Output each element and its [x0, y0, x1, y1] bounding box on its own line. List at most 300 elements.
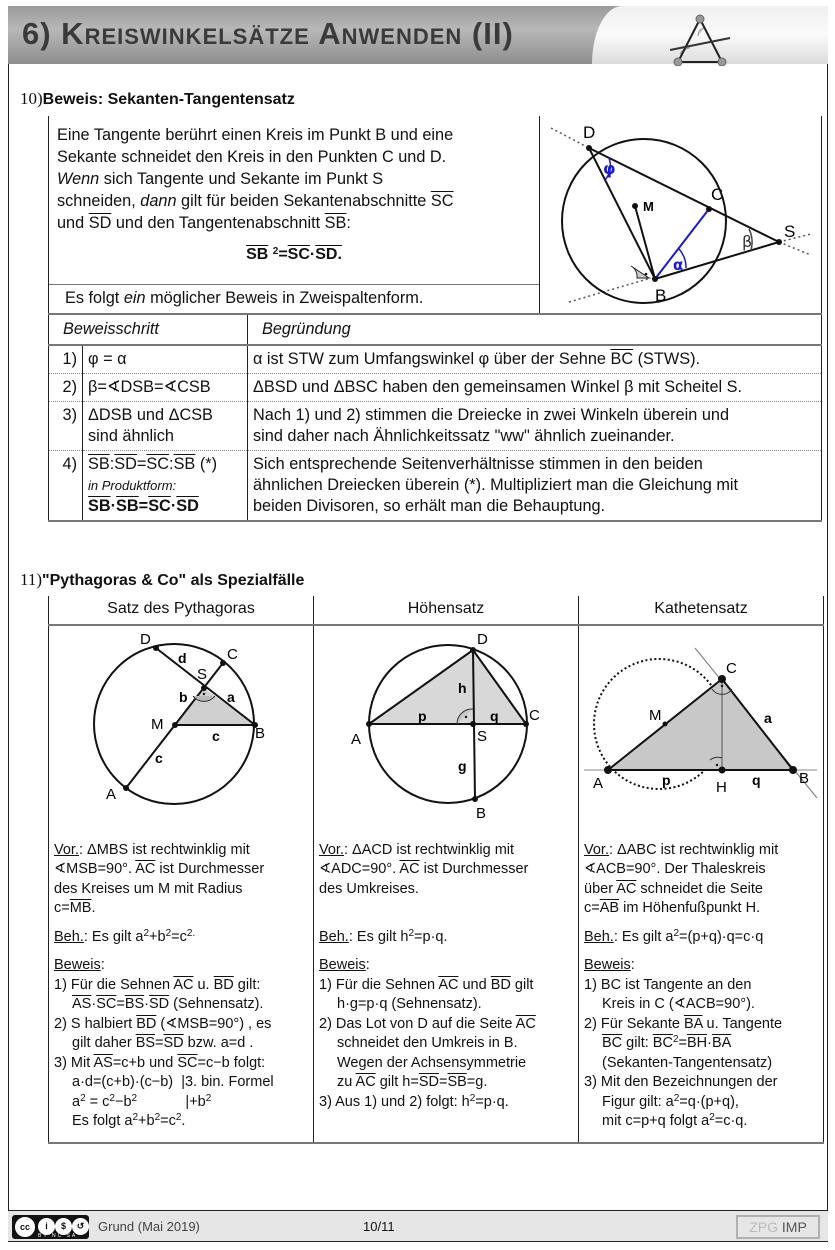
text: zu [337, 1074, 356, 1090]
segment: $\overline{AB}$ [599, 900, 620, 916]
text-line: sind ähnlich [88, 427, 174, 445]
text-line [54, 1054, 308, 1074]
text-line [54, 995, 308, 1015]
text-line: Nach 1) und 2) stimmen die Dreiecke in zwei Winkeln überein und [253, 406, 729, 424]
section-number: 11) [20, 570, 43, 589]
svg-text:α: α [673, 256, 684, 274]
text: = [155, 1035, 164, 1051]
column-header-step: Beweisschritt [49, 314, 248, 345]
label-beweis: Beweis [584, 957, 631, 973]
text: schneidet die Seite [636, 880, 763, 897]
svg-text:B: B [476, 805, 487, 822]
exponent: 2 [709, 1112, 715, 1123]
text: (*) [195, 455, 217, 473]
text-line: ∢ACB=90°. Der Thaleskreis [584, 861, 766, 877]
segment: $\overline{BC}$ [652, 1035, 673, 1051]
text: −b [114, 1093, 132, 1110]
special-cases-table [48, 596, 824, 1144]
section-title: Beweis: Sekanten-Tangentensatz [42, 91, 295, 108]
text: mit c=p+q folgt a [602, 1113, 710, 1129]
step-number: 4) [49, 451, 83, 522]
text-line: in Produktform: [88, 478, 177, 493]
segment: $\overline{AC}$ [438, 976, 459, 993]
text-line [88, 496, 242, 517]
text-line: 1) BC ist Tangente an den [584, 976, 752, 993]
proof-table [48, 313, 822, 522]
text: = [678, 1035, 687, 1051]
text-line [584, 1034, 818, 1054]
text-line: beiden Divisoren, so erhält man die Behauptung. [253, 497, 606, 515]
text: und den Tangentenabschnitt [111, 214, 325, 232]
spacer [319, 919, 573, 928]
text: : [169, 455, 174, 473]
text-line [319, 928, 573, 948]
reason-cell [248, 345, 822, 374]
text: : [109, 455, 115, 473]
text: 1) Für die Sehnen [319, 976, 439, 993]
text: · [170, 497, 177, 515]
text: : ΔABC ist rechtwinklig mit [609, 841, 779, 858]
text: über [584, 880, 617, 897]
text: · [309, 246, 316, 263]
text: 1) Für die Sehnen [54, 976, 174, 993]
step-cell [83, 402, 248, 451]
figure-cell [579, 625, 824, 841]
text: und [458, 976, 491, 993]
text: 3) Aus 1) und 2) folgt: h [319, 1093, 470, 1110]
text-line: ähnlichen Dreiecken überein (*). Multipliziert man die Gleichung mit [253, 476, 739, 494]
svg-text:C: C [227, 646, 238, 663]
svg-text:φ: φ [603, 159, 616, 178]
exponent: 2 [175, 1112, 182, 1123]
by-icon: i [38, 1218, 55, 1235]
figure-row [49, 625, 824, 841]
section-10-heading [20, 89, 295, 109]
text-line: Sich entsprechende Seitenverhältnisse stimmen in den beiden [253, 455, 703, 473]
text-line [319, 976, 573, 996]
svg-text:C: C [529, 707, 540, 724]
table-row [49, 402, 822, 451]
text: 3) Mit [54, 1054, 94, 1071]
nc-icon: $ [55, 1218, 72, 1235]
text-line [584, 1093, 818, 1113]
label-beweis: Beweis [54, 957, 101, 973]
text: =c−b folgt: [197, 1054, 266, 1071]
text-line: Sekante schneidet den Kreis in den Punkten C und D. [57, 148, 447, 166]
column-header-hoehensatz: Höhensatz [314, 596, 579, 625]
label-beh: Beh. [584, 928, 614, 945]
text: +b [149, 928, 166, 945]
segment: $\overline{BA}$ [711, 1035, 732, 1051]
text: = [138, 497, 149, 515]
spacer [319, 947, 573, 956]
segment: $\overline{SD}$ [176, 497, 199, 515]
text: = [116, 996, 125, 1012]
svg-text:S: S [197, 666, 208, 683]
segment: $\overline{MB}$ [69, 900, 92, 916]
text: 2) Für Sekante [584, 1015, 684, 1032]
text: ist Durchmesser [155, 861, 265, 877]
spacer [584, 947, 818, 956]
text: · [707, 1035, 712, 1051]
text: =c·q. [714, 1113, 748, 1129]
svg-text:q: q [490, 708, 499, 724]
exponent: 2 [154, 1112, 161, 1123]
segment: $\overline{BD}$ [136, 1015, 157, 1032]
text: c= [54, 900, 70, 916]
exponent: 2 [80, 1092, 86, 1104]
text: u. Tangente [702, 1015, 783, 1032]
segment: $\overline{SB}$ [88, 497, 111, 515]
exponent: 2 [165, 927, 172, 939]
license-text: BY NC SA [38, 1233, 78, 1239]
triangle-with-secant-icon [658, 10, 738, 66]
divider [539, 116, 540, 314]
text-line [57, 168, 527, 190]
exponent: 2 [673, 927, 680, 939]
header-banner [8, 6, 828, 64]
table-header-row [49, 314, 822, 345]
segment: $\overline{SD}$ [418, 1074, 439, 1090]
text: |+b [137, 1093, 206, 1110]
label-beh: Beh. [54, 928, 84, 945]
step-cell: β=∢DSB=∢CSB [83, 374, 248, 402]
svg-text:B: B [655, 286, 667, 305]
text: gilt h= [375, 1074, 419, 1090]
text: (STWS). [633, 350, 701, 368]
segment: $\overline{SC}$ [177, 1054, 198, 1071]
text: . [91, 900, 96, 916]
segment: SD. [315, 246, 342, 263]
exponent: 2 [132, 1112, 139, 1123]
column-header-kathetensatz: Kathetensatz [579, 596, 824, 625]
label-beh: Beh. [319, 928, 349, 945]
text-line [54, 928, 308, 948]
step-number: 2) [49, 374, 83, 402]
svg-text:B: B [799, 770, 810, 787]
cc-by-nc-sa-icon[interactable] [12, 1215, 89, 1239]
theorem-box [48, 116, 822, 314]
cc-icon: cc [15, 1217, 35, 1237]
text-line: sind daher nach Ähnlichkeitssatz "ww" ähnlich zueinander. [253, 427, 675, 445]
page-number: 10/11 [363, 1219, 395, 1234]
text-line: des Kreises um M mit Radius [54, 880, 243, 897]
segment: $\overline{BD}$ [490, 976, 511, 993]
author-date: Grund (Mai 2019) [98, 1219, 200, 1234]
text: = [136, 455, 147, 473]
exponent: 2 [272, 246, 279, 257]
text: 2) Das Lot von D auf die Seite [319, 1015, 516, 1032]
secant-tangent-figure [541, 116, 823, 314]
text: =g. [466, 1074, 488, 1090]
reason-cell [248, 451, 822, 522]
text-line [319, 1073, 573, 1093]
svg-text:M: M [643, 199, 654, 214]
text-line [319, 1015, 573, 1035]
text: · [91, 996, 97, 1012]
svg-text:p: p [418, 708, 427, 724]
text: : Es gilt h [348, 928, 409, 945]
text-line [319, 841, 573, 861]
text: =c [160, 1113, 176, 1129]
text-line [54, 1093, 308, 1113]
text: schneiden, [57, 192, 141, 210]
text: c= [584, 900, 600, 916]
svg-text:D: D [140, 631, 151, 648]
text-line: schneidet den Umkreis in B. [337, 1035, 518, 1051]
segment: $\overline{AC}$ [173, 976, 194, 993]
segment: $\overline{BC}$ [610, 350, 634, 368]
text-line [584, 928, 818, 948]
column-header-pythagoras: Satz des Pythagoras [49, 596, 314, 625]
text: sich Tangente und Sekante im Punkt S [99, 170, 384, 188]
kathetensatz-figure [579, 626, 823, 834]
spacer [584, 919, 818, 928]
pythagoras-text [49, 841, 314, 1143]
label-beweis: Beweis [319, 957, 366, 973]
segment: $\overline{BS}$ [124, 996, 145, 1012]
svg-text:b: b [179, 689, 188, 705]
segment: $\overline{AS}$ [72, 996, 92, 1012]
segment: $\overline{SC}$ [148, 497, 171, 515]
segment: $\overline{SB}$ [324, 214, 347, 232]
text-line: Wegen der Achsensymmetrie [337, 1054, 527, 1071]
label-vor: Vor. [319, 841, 344, 858]
exponent: 2 [673, 1092, 680, 1104]
text-line [54, 976, 308, 996]
text: = [438, 1074, 448, 1090]
text: : Es gilt a [613, 928, 674, 945]
svg-text:c: c [212, 728, 220, 744]
text-line [584, 956, 818, 976]
text-line: Kreis in C (∢ACB=90°). [602, 996, 755, 1012]
segment: $\overline{SB}$ [447, 1074, 467, 1090]
text: möglicher Beweis in Zweispaltenform. [145, 289, 424, 307]
svg-text:a: a [764, 710, 772, 726]
kathetensatz-text [579, 841, 824, 1143]
text-line [57, 212, 527, 234]
text: gilt für beiden Sekantenabschnitte [176, 192, 431, 210]
svg-text:q: q [752, 772, 761, 788]
svg-text:H: H [716, 779, 727, 796]
text: +b [138, 1113, 155, 1129]
label-vor: Vor. [584, 841, 609, 858]
svg-text:A: A [106, 786, 117, 803]
svg-text:p: p [662, 772, 671, 788]
text: =c [171, 928, 187, 945]
text: = c [85, 1093, 110, 1110]
svg-text:g: g [458, 758, 467, 774]
text-line [584, 880, 818, 900]
table-header-row [49, 596, 824, 625]
table-row [49, 451, 822, 522]
theorem-formula [49, 246, 539, 264]
text-row [49, 841, 824, 1143]
exponent: 2 [672, 1034, 679, 1045]
svg-text:S: S [784, 222, 796, 241]
text: · [110, 497, 117, 515]
text-line: a·d=(c+b)·(c−b) |3. bin. Formel [72, 1074, 274, 1090]
text: · [144, 996, 149, 1012]
text-line [54, 899, 308, 919]
step-number: 3) [49, 402, 83, 451]
text: Es folgt a [72, 1113, 133, 1129]
segment: $\overline{SB}$ [116, 497, 139, 515]
figure-cell [314, 625, 579, 841]
exponent: 2 [205, 1092, 212, 1104]
segment: $\overline{SC}$ [430, 192, 454, 210]
svg-text:B: B [255, 725, 266, 742]
text: : [100, 957, 105, 973]
text: ∢MSB=90°. [54, 861, 136, 877]
step-cell: φ = α [83, 345, 248, 374]
section-title: "Pythagoras & Co" als Spezialfälle [42, 572, 305, 589]
text: und [57, 214, 89, 232]
step-number: 1) [49, 345, 83, 374]
text: (Sehnensatz). [169, 996, 264, 1012]
text: =(p+q)·q=c·q [679, 928, 764, 945]
text: gilt daher [72, 1035, 136, 1051]
text-line [54, 956, 308, 976]
table-row [49, 374, 822, 402]
svg-text:D: D [477, 631, 488, 648]
text-line [584, 1015, 818, 1035]
text-line [584, 841, 818, 861]
text: : [630, 957, 635, 973]
spacer [319, 899, 573, 919]
text: gilt: [233, 976, 261, 993]
text-line [54, 1015, 308, 1035]
segment: $\overline{AC}$ [355, 1074, 376, 1090]
figure-cell [49, 625, 314, 841]
svg-text:A: A [351, 731, 362, 748]
svg-text:S: S [477, 728, 488, 745]
emph-text: Wenn [57, 170, 100, 188]
text-line [584, 899, 818, 919]
text: bzw. a=d . [183, 1035, 254, 1051]
text-line [54, 860, 308, 880]
svg-text:C: C [726, 660, 737, 677]
text-line [319, 1093, 573, 1113]
exponent: 2 [408, 927, 415, 939]
hoehensatz-text [314, 841, 579, 1143]
text-line: ΔDSB und ΔCSB [88, 406, 213, 424]
segment: $\overline{SC}$ [287, 246, 310, 263]
segment: $\overline{SB}$ [246, 246, 269, 263]
text: : ΔACD ist rechtwinklig mit [344, 841, 515, 858]
segment: $\overline{AC}$ [616, 880, 637, 897]
text-line: (Sekanten-Tangentensatz) [602, 1054, 773, 1071]
divider [49, 284, 539, 285]
text: ist Durchmesser [419, 861, 529, 877]
text-line: h·g=p·q (Sehnensatz). [337, 996, 482, 1012]
text-line [319, 860, 573, 880]
exponent: 2. [186, 927, 196, 939]
text: : Es gilt a [83, 928, 144, 945]
step-cell [83, 451, 248, 522]
text: . [181, 1113, 186, 1129]
segment: $\overline{SB}$ [88, 455, 110, 473]
text: =p·q. [414, 928, 448, 945]
svg-text:β: β [742, 232, 753, 251]
segment: $\overline{BC}$ [602, 1035, 623, 1051]
exponent: 2 [143, 927, 150, 939]
svg-text:h: h [458, 680, 467, 696]
segment: $\overline{BA}$ [683, 1015, 703, 1032]
svg-text:M: M [649, 707, 662, 724]
pythagoras-figure [49, 626, 313, 834]
text: = [278, 246, 288, 263]
reason-cell: ΔBSD und ΔBSC haben den gemeinsamen Winkel β mit Scheitel S. [248, 374, 822, 402]
text: : [365, 957, 370, 973]
text: 2) S halbiert [54, 1015, 137, 1032]
text-line: 3) Mit den Bezeichnungen der [584, 1074, 778, 1090]
text: : [346, 214, 351, 232]
text-line [57, 190, 527, 212]
text: gilt [510, 976, 534, 993]
text: ∢ADC=90°. [319, 861, 400, 877]
exponent: 2 [469, 1092, 476, 1104]
text: a [72, 1093, 81, 1110]
segment: $\overline{SB}$ [173, 455, 196, 473]
emph-text: ein [123, 289, 146, 307]
proof-intro [65, 289, 423, 308]
segment: $\overline{AC}$ [399, 861, 420, 877]
segment: $\overline{AC}$ [135, 861, 156, 877]
text: Figur gilt: a [602, 1093, 674, 1110]
logo-imp: IMP [781, 1219, 807, 1235]
label-vor: Vor. [54, 841, 79, 858]
page-title: 6) Kreiswinkelsätze Anwenden (II) [22, 16, 514, 51]
segment: $\overline{BH}$ [686, 1035, 708, 1051]
sa-icon: ↺ [72, 1218, 89, 1235]
svg-text:C: C [711, 185, 724, 204]
text: u. [193, 976, 214, 993]
text-line [319, 956, 573, 976]
zpg-imp-logo [736, 1215, 820, 1239]
segment: $\overline{BD}$ [213, 976, 234, 993]
segment: $\overline{SD}$ [149, 996, 170, 1012]
text: (∢MSB=90°) , es [156, 1015, 272, 1032]
text: im Höhenfußpunkt H. [619, 900, 761, 916]
segment: $\overline{SD}$ [163, 1035, 184, 1051]
reason-cell [248, 402, 822, 451]
svg-text:c: c [155, 750, 163, 766]
table-row [49, 345, 822, 374]
text-line: Eine Tangente berührt einen Kreis im Punkt B und eine [57, 126, 454, 144]
segment: $\overline{BS}$ [135, 1035, 156, 1051]
segment: $\overline{SD}$ [114, 455, 137, 473]
logo-zpg: ZPG [749, 1219, 782, 1235]
hoehensatz-figure [314, 626, 578, 834]
footer [8, 1210, 828, 1242]
text-line [54, 841, 308, 861]
segment: $\overline{SC}$ [96, 996, 117, 1012]
exponent: 2 [131, 1092, 138, 1104]
segment: $\overline{AS}$ [93, 1054, 113, 1071]
emph-text: dann [140, 192, 177, 210]
svg-text:a: a [227, 689, 235, 705]
spacer [54, 919, 308, 928]
text: =q·(p+q), [679, 1093, 739, 1110]
text-line [54, 1034, 308, 1054]
header-logo-panel [592, 6, 828, 64]
text-line: des Umkreises. [319, 880, 419, 897]
segment: $\overline{SC}$ [146, 455, 170, 473]
text: α ist STW zum Umfangswinkel φ über der Sehne [253, 350, 611, 368]
text: =p·q. [475, 1093, 509, 1110]
segment: $\overline{SD}$ [88, 214, 112, 232]
